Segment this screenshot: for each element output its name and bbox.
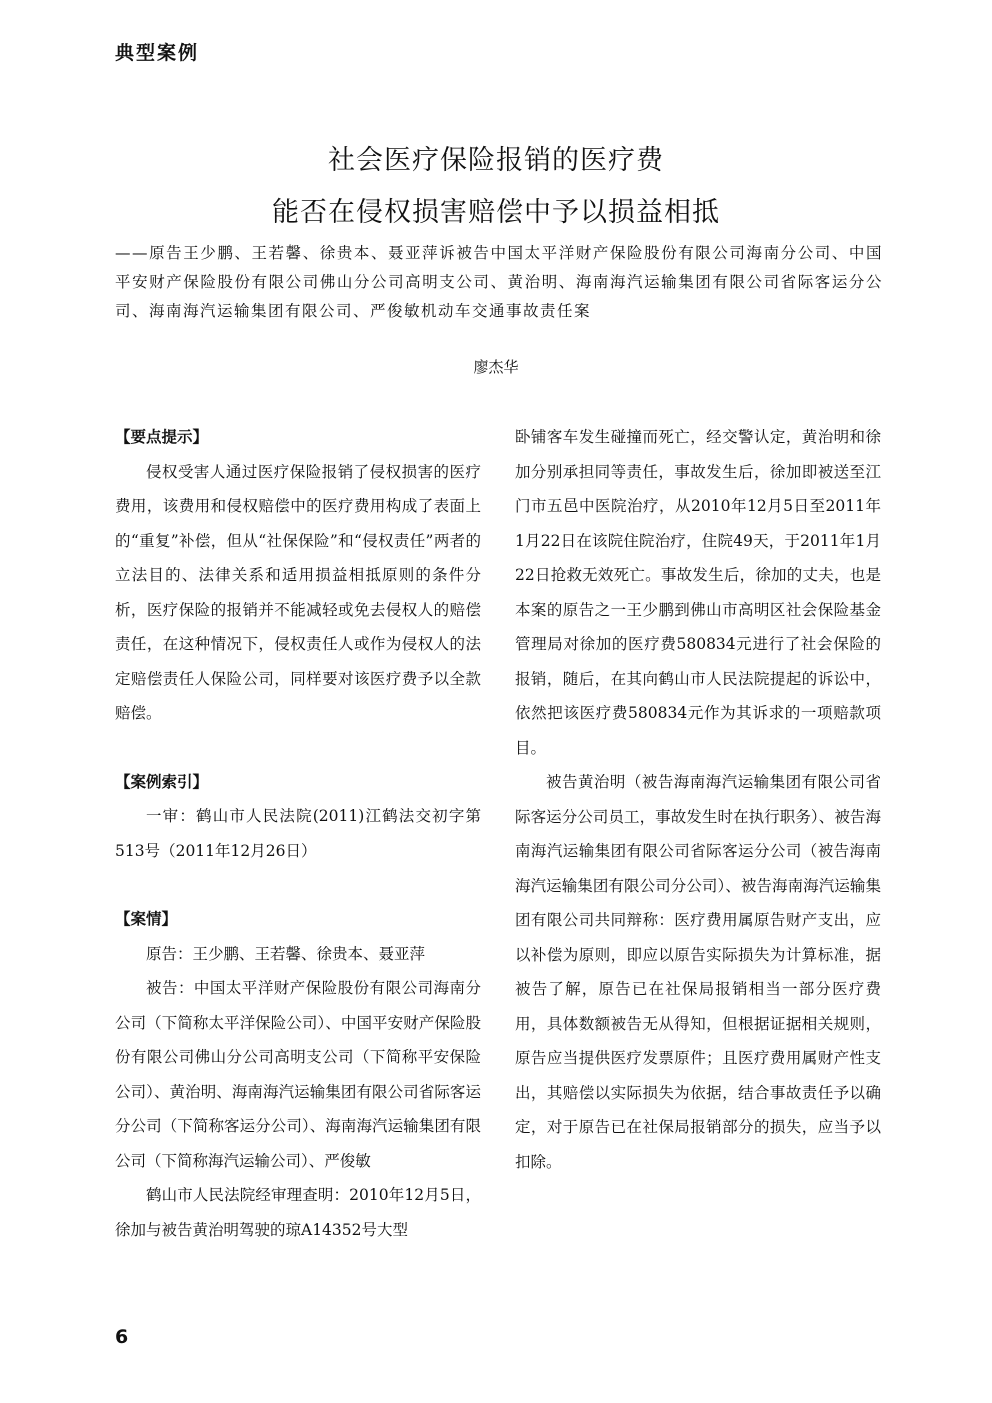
page-number: 6 — [115, 1326, 129, 1348]
article-title-line-1: 社会医疗保险报销的医疗费 — [328, 145, 664, 176]
case-index-heading: 【案例索引】 — [115, 772, 209, 791]
facts-continued-paragraph: 卧铺客车发生碰撞而死亡，经交警认定，黄治明和徐加分别承担同等责任，事故发生后，徐加即被送至江门市五邑中医院治疗，从2010年12月5日至2011年1月22日在该院住院治疗，住院49天，于2011年1月22日抢救无效死亡。事故发生后，徐加的丈夫，也是本案的原告之一王少鹏到佛山市高明区社会保险基金管理局对徐加的医疗费580834元进行了社会保险的报销，随后，在其向鹤山市人民法院提起的诉讼中，依然把该医疗费580834元作为其诉求的一项赔款项目。 — [515, 428, 881, 757]
defense-paragraph: 被告黄治明（被告海南海汽运输集团有限公司省际客运分公司员工，事故发生时在执行职务）、被告海南海汽运输集团有限公司省际客运分公司（被告海南海汽运输集团有限公司分公司）、被告海南海汽运输集团有限公司共同辩称：医疗费用属原告财产支出，应以补偿为原则，即应以原告实际损失为计算标准，据被告了解，原告已在社保局报销相当一部分医疗费用，具体数额被告无从得知，但根据证据相关规则，原告应当提供医疗发票原件；且医疗费用属财产性支出，其赔偿以实际损失为依据，结合事故责任予以确定，对于原告已在社保局报销部分的损失，应当予以扣除。 — [515, 773, 881, 1171]
case-index-text: 一审：鹤山市人民法院(2011)江鹤法交初字第513号（2011年12月26日） — [115, 807, 481, 860]
article-subtitle: ——原告王少鹏、王若馨、徐贵本、聂亚萍诉被告中国太平洋财产保险股份有限公司海南分公司、中国平安财产保险股份有限公司佛山分公司高明支公司、黄治明、海南海汽运输集团有限公司省际客运分公司、海南海汽运输集团有限公司、严俊敏机动车交通事故责任案 — [115, 244, 883, 320]
key-points-text: 侵权受害人通过医疗保险报销了侵权损害的医疗费用，该费用和侵权赔偿中的医疗费用构成了表面上的“重复”补偿，但从“社保保险”和“侵权责任”两者的立法目的、法律关系和适用损益相抵原则的条件分析，医疗保险的报销并不能减轻或免去侵权人的赔偿责任，在这种情况下，侵权责任人或作为侵权人的法定赔偿责任人保险公司，同样要对该医疗费予以全款赔偿。 — [115, 462, 481, 722]
author: 廖杰华 — [473, 358, 519, 376]
key-points-heading: 【要点提示】 — [115, 428, 209, 446]
plaintiff-paragraph: 原告：王少鹏、王若馨、徐贵本、聂亚萍 — [146, 944, 426, 963]
section-tag: 典型案例 — [115, 42, 200, 64]
defendant-paragraph: 被告：中国太平洋财产保险股份有限公司海南分公司（下简称太平洋保险公司）、中国平安财产保险股份有限公司佛山分公司高明支公司（下简称平安保险公司）、黄治明、海南海汽运输集团有限公司省际客运分公司（下简称客运分公司）、海南海汽运输集团有限公司（下简称海汽运输公司）、严俊敏 — [115, 979, 481, 1170]
right-column — [515, 420, 881, 1179]
finding-paragraph: 鹤山市人民法院经审理查明：2010年12月5日，徐加与被告黄治明驾驶的琼A14352号大型 — [115, 1186, 481, 1239]
left-column — [115, 420, 481, 1247]
facts-heading: 【案情】 — [115, 910, 178, 928]
article-title-line-2: 能否在侵权损害赔偿中予以损益相抵 — [272, 197, 720, 228]
